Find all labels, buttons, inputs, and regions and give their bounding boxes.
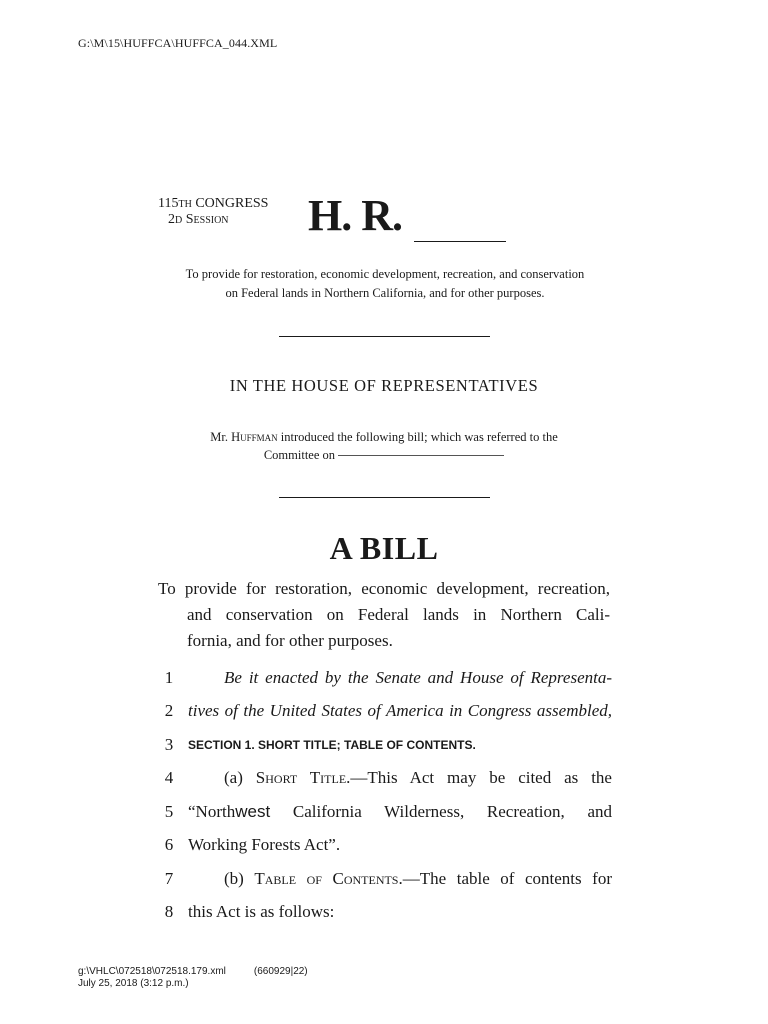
purpose-summary: To provide for restoration, economic development, recreation, and conservation on Federal lands in Northern California, and for other purposes. [185,267,585,300]
text-line [160,833,612,857]
text-line [160,666,612,690]
text-line [160,733,612,757]
act-name: “Northwest California Wilderness, Recreation, and [188,802,612,821]
committee-label: Committee on [263,448,336,462]
text-line [160,699,612,723]
enacting-clause: Be it enacted by the Senate and House of Representa- [224,668,612,687]
chamber-heading: IN THE HOUSE OF REPRESENTATIVES [229,376,539,395]
line-number: 4 [164,768,174,787]
long-title: To provide for restoration, economic development, recreation, and conservation on Federal lands in Northern Cali- fornia, and for other purposes. [158,579,610,650]
bill-heading: A BILL [329,530,439,566]
line-number: 7 [164,869,174,888]
footer-code: (660929|22) [253,966,308,977]
divider-rule [279,336,490,337]
sponsor-title: Mr. [210,430,228,444]
footer [78,966,308,990]
line-number: 6 [164,835,174,854]
sponsor-name: Huffman [231,430,278,444]
session-suffix: d [175,212,183,227]
session-line: 2d Session [168,212,229,227]
committee-blank [338,455,504,456]
toc-intro: this Act is as follows: [188,902,335,921]
text-line [160,766,612,790]
footer-path: g:\VHLC\072518\072518.179.xml [78,966,226,977]
file-path: G:\M\15\HUFFCA\HUFFCA_044.XML [78,36,278,50]
subsection-table-of-contents: (b) Table of Contents.—The table of contents for [224,869,612,888]
bill-number-blank [414,241,506,242]
line-number: 8 [164,902,174,921]
text-line [160,900,612,924]
text-line [160,867,612,891]
congress-line: 115th CONGRESS [158,196,269,211]
bill-designation: H. R. [308,191,402,240]
congress-word: CONGRESS [195,196,269,211]
session-word: Session [185,212,229,227]
line-number: 3 [164,735,174,754]
divider-rule [279,497,490,498]
line-number: 1 [164,668,174,687]
introduction-statement [150,428,618,464]
line-number: 2 [164,701,174,720]
section-heading: SECTION 1. SHORT TITLE; TABLE OF CONTENTS. [188,738,476,752]
inserted-text: west [235,802,271,821]
introduced-text: introduced the following bill; which was referred to the [280,430,558,444]
line-number: 5 [164,802,174,821]
congress-ordinal: th [178,196,192,211]
act-name-end: Working Forests Act”. [188,835,341,854]
subsection-short-title: (a) Short Title.—This Act may be cited as the [224,768,612,787]
congress-session-block [158,196,268,228]
footer-datetime: July 25, 2018 (3:12 p.m.) [78,978,189,989]
enacting-clause: tives of the United States of America in Congress assembled, [188,701,612,720]
text-line [160,800,612,824]
